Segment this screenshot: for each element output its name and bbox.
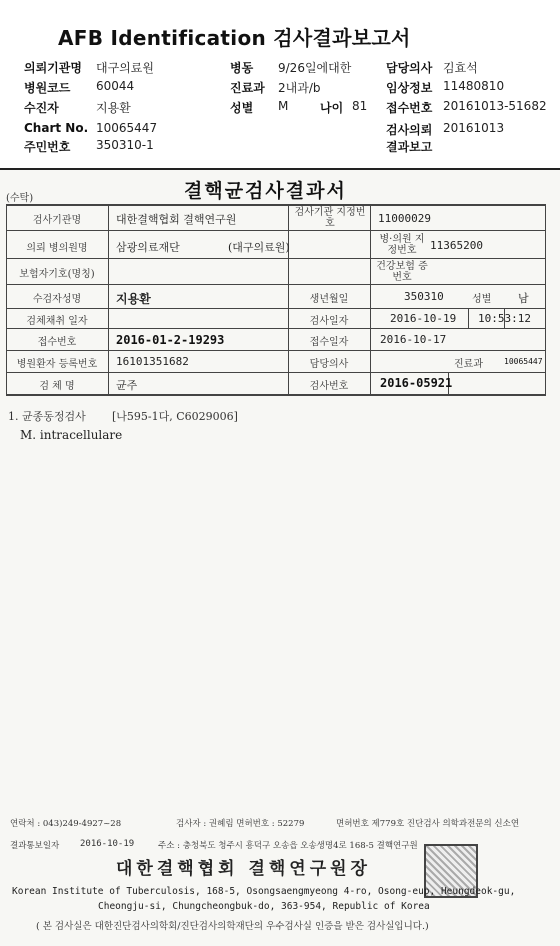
grid-line bbox=[468, 308, 469, 328]
exam-date-value: 2016-10-19 bbox=[390, 312, 457, 325]
requesting-hospital-sub: (대구의료원) bbox=[228, 241, 290, 254]
exam-number-value: 2016-05921 bbox=[380, 376, 453, 390]
hospital-code-value: 11365200 bbox=[430, 239, 483, 252]
grid-line bbox=[545, 204, 546, 396]
value-clinical-info: 11480810 bbox=[443, 79, 505, 93]
scanned-result-form bbox=[0, 168, 560, 946]
label-receipt-number: 접수번호 bbox=[386, 101, 433, 115]
label-result-report: 결과보고 bbox=[386, 140, 433, 154]
label-age: 나이 bbox=[320, 101, 344, 115]
grid-line bbox=[6, 258, 546, 259]
consignment-tag: (수탁) bbox=[6, 193, 34, 204]
label-patient: 수진자 bbox=[24, 101, 59, 115]
address-english-line1: Korean Institute of Tuberculosis, 168-5, Osongsaengmyeong 4-ro, Osong-eup, Heungdeok-gu, bbox=[12, 886, 516, 897]
patient-name-label: 수검자성명 bbox=[32, 294, 82, 305]
value-patient: 지용환 bbox=[96, 101, 131, 115]
value-exam-request: 20161013 bbox=[443, 121, 505, 135]
specimen-value: 균주 bbox=[116, 379, 138, 392]
registration-number-value: 16101351682 bbox=[116, 355, 189, 368]
grid-line bbox=[6, 230, 546, 231]
value-chart-no: 10065447 bbox=[96, 121, 158, 135]
sex-label: 성별 bbox=[472, 294, 492, 305]
value-age: 81 bbox=[352, 99, 368, 113]
label-sex: 성별 bbox=[230, 101, 254, 115]
patient-name-value: 지용환 bbox=[116, 292, 151, 306]
label-resident-no: 주민번호 bbox=[24, 140, 71, 154]
attending-doctor-label: 담당의사 bbox=[309, 359, 349, 370]
grid-line bbox=[6, 394, 546, 396]
label-hospital-code: 병원코드 bbox=[24, 81, 71, 95]
exam-date-label: 검사일자 bbox=[309, 316, 349, 327]
grid-line bbox=[6, 204, 7, 396]
value-department: 2내과/b bbox=[278, 81, 321, 95]
grid-line bbox=[6, 308, 546, 309]
registration-number-label: 병원환자 등록번호 bbox=[16, 359, 98, 370]
health-insurance-label: 건강보험 증번호 bbox=[376, 261, 428, 283]
hospital-code-label: 병·의원 지정번호 bbox=[379, 234, 425, 256]
institute-name: 대한결핵협회 결핵연구원장 bbox=[116, 859, 371, 879]
value-sex: M bbox=[278, 99, 289, 113]
footer-report-date: 2016-10-19 bbox=[80, 839, 135, 849]
receipt-date-value: 2016-10-17 bbox=[380, 333, 447, 346]
footer-phone: 연락처 : 043)249-4927~28 bbox=[10, 819, 122, 829]
value-doctor: 김효석 bbox=[443, 61, 478, 75]
exam-time-value: 10:53:12 bbox=[478, 312, 531, 325]
birth-date-value: 350310 bbox=[404, 290, 444, 303]
grid-line bbox=[108, 204, 109, 396]
birth-date-label: 생년월일 bbox=[309, 294, 349, 305]
exam-org-code-value: 11000029 bbox=[378, 212, 431, 225]
grid-line bbox=[288, 204, 289, 396]
report-title: AFB Identification 검사결과보고서 bbox=[58, 26, 411, 50]
receipt-number-label: 접수번호 bbox=[37, 337, 77, 348]
value-resident-no: 350310-1 bbox=[96, 138, 154, 152]
certification-note: ( 본 검사실은 대한진단검사의학회/진단검사의학재단의 우수검사실 인증을 받은 검사실입니다.) bbox=[36, 921, 429, 932]
department-value: 10065447 bbox=[504, 357, 543, 366]
address-english-line2: Cheongju-si, Chungcheongbuk-do, 363-954, Republic of Korea bbox=[98, 901, 430, 912]
label-ward: 병동 bbox=[230, 61, 254, 75]
sex-value: 남 bbox=[518, 292, 529, 305]
collection-date-label: 검체채취 일자 bbox=[26, 316, 88, 327]
label-chart-no: Chart No. bbox=[24, 121, 89, 135]
grid-line bbox=[6, 372, 546, 373]
value-ward: 9/26일에대한 bbox=[278, 61, 352, 75]
label-requesting-org: 의뢰기관명 bbox=[24, 61, 82, 75]
label-doctor: 담당의사 bbox=[386, 61, 433, 75]
department-label: 진료과 bbox=[454, 359, 483, 370]
value-receipt-number: 20161013-51682 bbox=[443, 99, 547, 113]
footer-report-date-label: 결과통보일자 bbox=[10, 841, 60, 851]
requesting-hospital-value: 삼광의료재단 bbox=[116, 241, 180, 254]
label-department: 진료과 bbox=[230, 81, 265, 95]
receipt-number-value: 2016-01-2-19293 bbox=[116, 333, 225, 347]
insurer-label: 보험자기호(명칭) bbox=[19, 269, 95, 280]
grid-line bbox=[6, 328, 546, 329]
exam-number-label: 검사번호 bbox=[309, 381, 349, 392]
footer-address-kr: 주소 : 충청북도 청주시 흥덕구 오송읍 오송생명4로 168-5 결핵연구원 bbox=[158, 841, 418, 851]
exam-org-label: 검사기관명 bbox=[32, 215, 82, 226]
form-title: 결핵균검사결과서 bbox=[184, 180, 347, 202]
grid-line bbox=[6, 350, 546, 351]
info-grid bbox=[6, 204, 546, 396]
requesting-hospital-label: 의뢰 병의원명 bbox=[26, 243, 88, 254]
grid-line bbox=[6, 284, 546, 285]
grid-line bbox=[370, 204, 371, 396]
result-organism: M. intracellulare bbox=[20, 428, 123, 442]
grid-line bbox=[6, 204, 546, 206]
footer-examiner: 검사자 : 권혜림 면허번호 : 52279 bbox=[176, 819, 305, 829]
result-item: 1. 균종동정검사 bbox=[8, 410, 86, 423]
receipt-date-label: 접수일자 bbox=[309, 337, 349, 348]
exam-org-value: 대한결핵협회 결핵연구원 bbox=[116, 213, 237, 226]
value-requesting-org: 대구의료원 bbox=[96, 61, 154, 75]
label-exam-request: 검사의뢰 bbox=[386, 123, 433, 137]
value-hospital-code: 60044 bbox=[96, 79, 135, 93]
specimen-label: 검 체 명 bbox=[39, 381, 75, 392]
label-clinical-info: 임상정보 bbox=[386, 81, 433, 95]
exam-org-code-label: 검사기관 지정번호 bbox=[294, 207, 366, 229]
result-code: [나595-1다, C6029006] bbox=[112, 410, 238, 423]
footer-license: 면허번호 제779호 진단검사 의학과전문의 신소연 bbox=[336, 819, 520, 829]
